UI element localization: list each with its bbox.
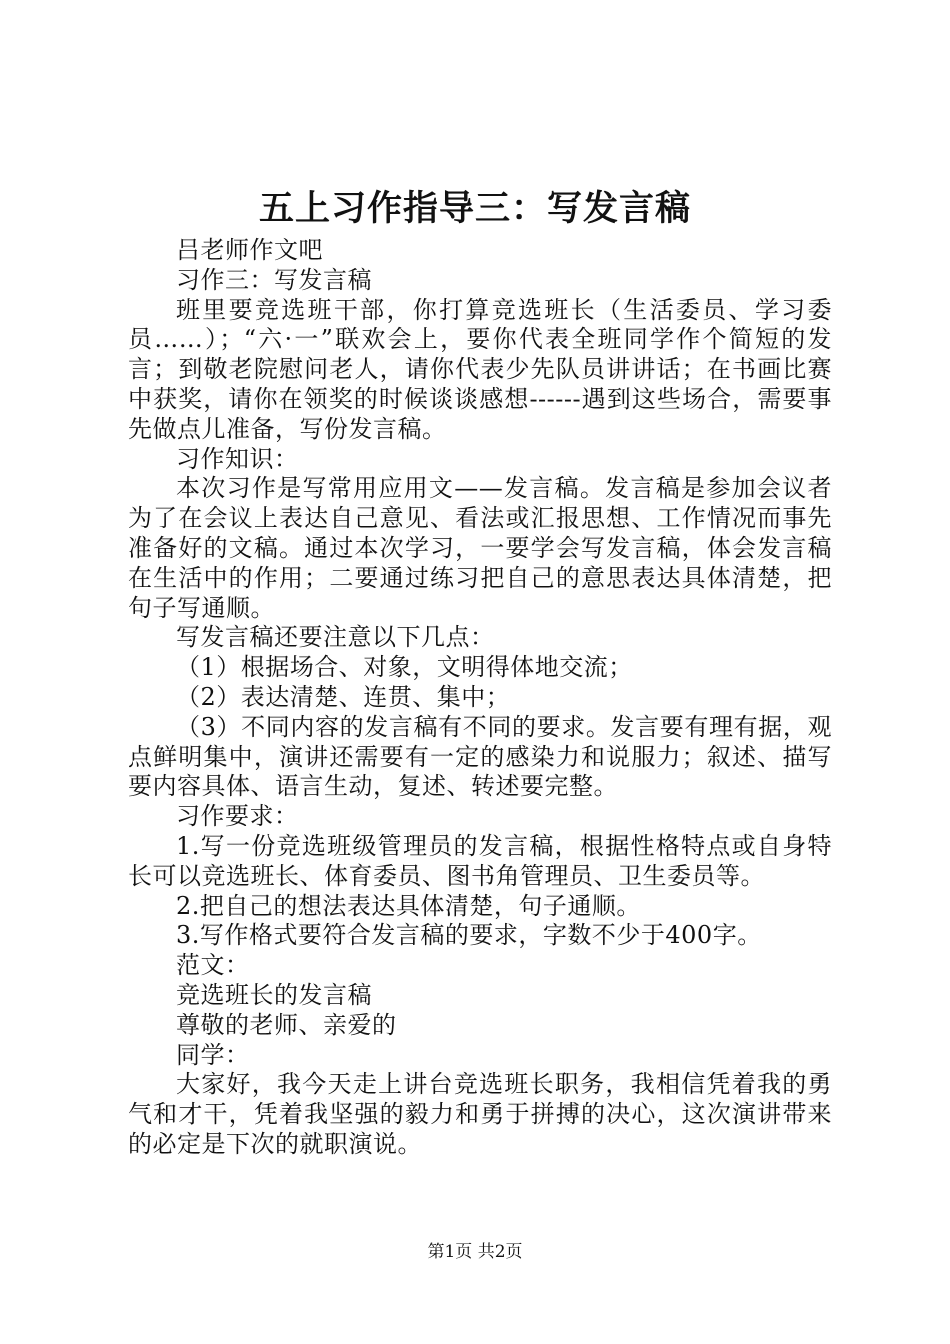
paragraph: （3）不同内容的发言稿有不同的要求。发言要有理有据，观点鲜明集中，演讲还需要有一定的感染力和说服力；叙述、描写要内容具体、语言生动，复述、转述要完整。: [128, 712, 832, 801]
paragraph: 大家好，我今天走上讲台竞选班长职务，我相信凭着我的勇气和才干，凭着我坚强的毅力和勇于拼搏的决心，这次演讲带来的必定是下次的就职演说。: [128, 1070, 832, 1158]
paragraph: （1）根据场合、对象，文明得体地交流；: [176, 653, 633, 682]
paragraph: 竞选班长的发言稿: [176, 980, 372, 1009]
paragraph: 吕老师作文吧: [176, 236, 323, 264]
paragraph: 班里要竞选班干部，你打算竞选班长（生活委员、学习委员……）；“六·一”联欢会上，要你代表全班同学作个简短的发言；到敬老院慰问老人，请你代表少先队员讲讲话；在书画比赛中获奖，请你在领奖的时候谈谈感想------遇到这些场合，需要事先做点儿准备，写份发言稿。: [128, 295, 832, 443]
paragraph: 3.写作格式要符合发言稿的要求，字数不少于400字。: [176, 921, 762, 950]
document-body: [128, 236, 832, 1160]
paragraph: 尊敬的老师、亲爱的: [176, 1010, 397, 1039]
paragraph: 习作要求：: [176, 802, 299, 831]
paragraph: 习作知识：: [176, 444, 299, 473]
paragraph: 1.写一份竞选班级管理员的发言稿，根据性格特点或自身特长可以竞选班长、体育委员、图书角管理员、卫生委员等。: [128, 831, 832, 890]
page-title: 五上习作指导三：写发言稿: [258, 188, 691, 229]
paragraph: 习作三：写发言稿: [176, 265, 372, 294]
paragraph: 本次习作是写常用应用文——发言稿。发言稿是参加会议者为了在会议上表达自己意见、看法或汇报思想、工作情况而事先准备好的文稿。通过本次学习，一要学会写发言稿，体会发言稿在生活中的作用；二要通过练习把自己的意思表达具体清楚，把句子写通顺。: [128, 474, 832, 622]
paragraph: 写发言稿还要注意以下几点：: [176, 623, 495, 652]
paragraph: 2.把自己的想法表达具体清楚，句子通顺。: [176, 891, 641, 920]
paragraph: 范文：: [176, 951, 250, 980]
paragraph: 同学：: [176, 1040, 250, 1069]
page-footer: 第1页 共2页: [427, 1242, 523, 1262]
paragraph: （2）表达清楚、连贯、集中；: [176, 682, 511, 711]
